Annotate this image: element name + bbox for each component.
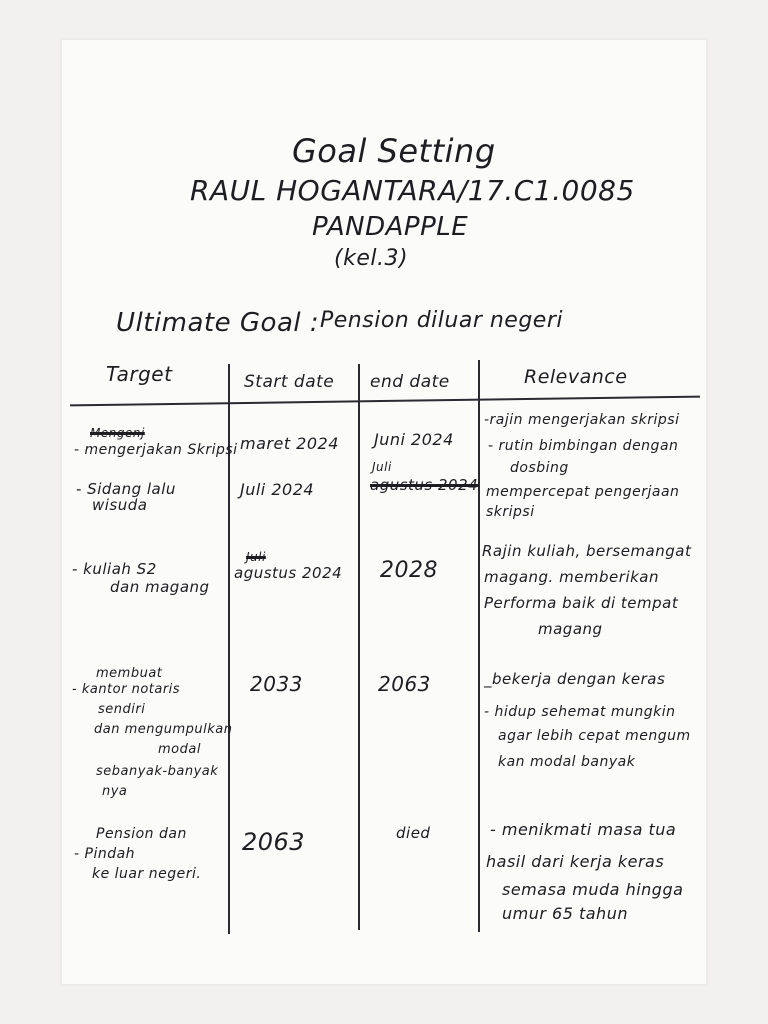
col-header-start-date: Start date — [244, 372, 335, 392]
header-rule — [70, 396, 700, 407]
relevance-text: _bekerja dengan keras — [484, 670, 666, 688]
target-text: Pension dan — [96, 826, 187, 842]
target-text: - mengerjakan Skripsi — [74, 442, 238, 458]
end-date-text: agustus 2024 — [370, 476, 479, 494]
relevance-text: magang. memberikan — [484, 568, 660, 586]
relevance-text: Rajin kuliah, bersemangat — [482, 542, 692, 560]
relevance-text: agar lebih cepat mengum — [498, 728, 691, 744]
relevance-text: - rutin bimbingan dengan — [488, 438, 679, 454]
target-text: - kantor notaris — [72, 682, 181, 697]
relevance-text: skripsi — [486, 504, 535, 520]
start-date-text: Juli 2024 — [240, 480, 315, 499]
relevance-text: dosbing — [510, 460, 569, 476]
target-text: sebanyak-banyak — [96, 764, 219, 779]
relevance-text: - hidup sehemat mungkin — [484, 704, 676, 720]
end-date-text: 2028 — [380, 558, 438, 583]
group-name: PANDAPPLE — [312, 212, 469, 242]
target-text: - Pindah — [74, 846, 136, 862]
target-text: - Sidang lalu — [76, 480, 176, 498]
target-text: dan magang — [110, 578, 210, 596]
start-date-text: 2033 — [250, 672, 303, 696]
start-date-text: 2063 — [242, 828, 306, 856]
target-text: modal — [158, 742, 201, 757]
target-text: ke luar negeri. — [92, 866, 202, 882]
start-date-text: agustus 2024 — [234, 564, 343, 582]
relevance-text: hasil dari kerja keras — [486, 852, 665, 871]
col-header-target: Target — [106, 362, 173, 386]
relevance-text: -rajin mengerjakan skripsi — [484, 412, 680, 428]
col-header-relevance: Relevance — [524, 366, 628, 388]
doc-title: Goal Setting — [292, 132, 496, 170]
start-date-text: maret 2024 — [240, 434, 339, 453]
end-date-text: Juni 2024 — [374, 430, 454, 449]
column-divider-2 — [358, 364, 360, 930]
relevance-text: magang — [538, 620, 603, 638]
target-text: nya — [102, 784, 128, 799]
target-text: dan mengumpulkan — [94, 722, 233, 737]
ultimate-goal-value: Pension diluar negeri — [320, 308, 564, 333]
target-struck-text: Mengenj — [90, 426, 145, 440]
relevance-text: - menikmati masa tua — [490, 820, 677, 839]
student-name-id: RAUL HOGANTARA/17.C1.0085 — [190, 174, 635, 207]
relevance-text: semasa muda hingga — [502, 880, 684, 899]
column-divider-3 — [478, 360, 480, 932]
relevance-text: mempercepat pengerjaan — [486, 484, 680, 500]
relevance-text: kan modal banyak — [498, 754, 636, 770]
end-date-text: 2063 — [378, 672, 431, 696]
target-text: - kuliah S2 — [72, 560, 157, 578]
relevance-text: umur 65 tahun — [502, 904, 628, 923]
target-text: sendiri — [98, 702, 146, 717]
target-text: wisuda — [92, 496, 148, 514]
start-date-struck-text: Juli — [246, 550, 266, 564]
group-number: (kel.3) — [334, 246, 409, 271]
col-header-end-date: end date — [370, 372, 450, 392]
end-date-text: Juli — [372, 460, 392, 474]
end-date-text: died — [396, 824, 431, 842]
target-text: membuat — [96, 666, 163, 681]
relevance-text: Performa baik di tempat — [484, 594, 679, 612]
paper-sheet — [62, 40, 706, 984]
ultimate-goal-label: Ultimate Goal : — [116, 308, 320, 338]
